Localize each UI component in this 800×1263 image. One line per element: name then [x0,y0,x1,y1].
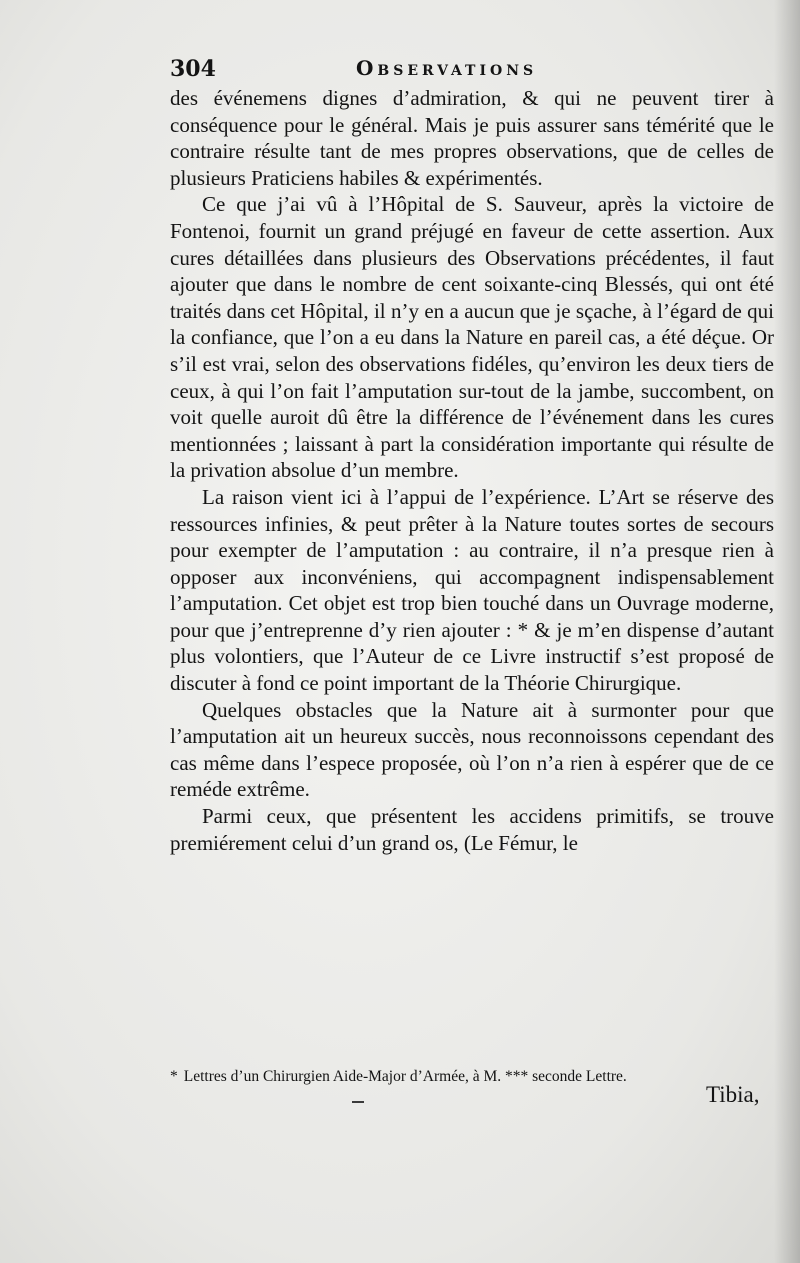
footnote-mark: * [170,1068,178,1085]
footnote-text: Lettres d’un Chirurgien Aide-Major d’Armée, à M. *** seconde Lettre. [183,1068,627,1085]
footnote [170,1068,776,1086]
page-header [170,56,590,86]
paragraph-4: Quelques obstacles que la Nature ait à surmonter pour que l’amputation ait un heureux succès, nous reconnoissons cependant des cas même dans l’espece proposée, où l’on n’a rien à espérer que de ce reméde extrême. [170,697,774,802]
page-edge-shadow [774,0,800,1263]
running-head: Observations [356,56,538,80]
catchword: Tibia, [706,1082,760,1107]
footnote-rule [352,1101,364,1103]
paragraph-2: Ce que j’ai vû à l’Hôpital de S. Sauveur, après la victoire de Fontenoi, fournit un grand préjugé en faveur de cette assertion. Aux cures détaillées dans plusieurs des Observations précédentes, il faut ajouter que dans le nombre de cent soixante-cinq Blessés, qui ont été traités dans cet Hôpital, il n’y en a aucun que je sçache, à l’égard de qui la confiance, que l’on a eu dans la Nature en pareil cas, a été déçue. Or s’il est vrai, selon des observations fidéles, qu’environ les deux tiers de ceux, à qui l’on fait l’amputation sur-tout de la jambe, succombent, on voit quelle auroit dû être la différence de l’événement dans les cures mentionnées ; laissant à part la considération importante qui résulte de la privation absolue d’un membre. [170,192,774,483]
paragraph-5: Parmi ceux, que présentent les accidens primitifs, se trouve premiérement celui d’un grand os, (Le Fémur, le [170,804,774,855]
body-text [170,85,774,856]
paragraph-3: La raison vient ici à l’appui de l’expérience. L’Art se réserve des ressources infinies, & peut prêter à la Nature toutes sortes de secours pour exempter de l’amputation : au contraire, il n’a presque rien à opposer aux inconvéniens, qui accompagnent indispensablement l’amputation. Cet objet est trop bien touché dans un Ouvrage moderne, pour que j’entreprenne d’y rien ajouter : * & je m’en dispense d’autant plus volontiers, que l’Auteur de ce Livre instructif s’est proposé de discuter à fond ce point important de la Théorie Chirurgique. [170,484,774,696]
page-number: 304 [170,56,216,82]
paragraph-1: des événemens dignes d’admiration, & qui ne peuvent tirer à conséquence pour le général. Mais je puis assurer sans témérité que le contraire résulte tant de mes propres observations, que de celles de plusieurs Praticiens habiles & expérimentés. [170,86,774,190]
